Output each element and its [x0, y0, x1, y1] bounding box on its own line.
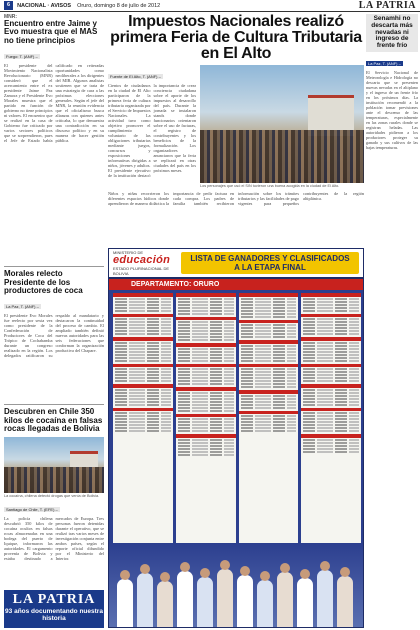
- story-kicker: MNR:: [4, 14, 18, 20]
- winners-block: [113, 314, 173, 336]
- main-headline[interactable]: Impuestos Nacionales realizó primera Feria de Cultura Tributaria en El Alto: [110, 13, 362, 62]
- main-story-top: [108, 65, 364, 183]
- education-contest-ad[interactable]: [108, 248, 364, 628]
- right-column: [366, 14, 418, 628]
- paper-logo: LA PATRIA: [358, 0, 416, 11]
- story-body: El presidente del Movimiento Nacionalista Revolucionario (MNR) consideró que el acercamiento entre el ex presidente Jaime Paz Zamora y el Presidente Evo Morales muestra que el partido en función de gobierno no tiene principios ni valores. El encuentro que se realizó en la casa de Gobierno fue criticado por varios sectores políticos que se sorprendieron, pues el Jefe de Estado había calificado en reiteradas oportunidades como neoliberales a los dirigentes del MIR. Algunos analistas sostienen que se trata de una estrategia de cara a las próximas elecciones generales. Según el jefe del MNR, la reunión evidencia que el oficialismo busca alianzas con quienes antes criticaba, lo que demuestra una contradicción en su discurso político y en su manera de hacer gestión pública.: [4, 63, 104, 144]
- story-byline: Fuego: T. (ANF) –: [6, 54, 38, 60]
- ministry-logo: MINISTERIO DE educación ESTADO PLURINACIONAL DE BOLIVIA: [113, 250, 171, 276]
- winners-block: [239, 320, 299, 339]
- house-ad[interactable]: [4, 590, 104, 628]
- winners-block: [301, 384, 361, 406]
- ad-tagline: 93 años documentando nuestra historia: [5, 608, 103, 622]
- contest-title: LISTA DE GANADORES Y CLASIFICADOS A LA ETAPA FINAL: [181, 252, 359, 274]
- divider: [4, 404, 104, 405]
- winners-block: [176, 317, 236, 342]
- winners-block: [176, 414, 236, 433]
- section-name: NACIONAL · AVISOS: [17, 2, 72, 9]
- winners-column: [176, 293, 236, 543]
- cocaine-photo: [4, 437, 104, 493]
- story-body: Cientos de ciudadanos en la ciudad de El Alto participaron de la primera feria de cultura tributaria organizada por el Servicio de Impuestos Nacionales. La actividad tuvo como objetivo promover el cumplimiento voluntario de las obligaciones tributarias mediante juegos, concursos y exposiciones informativas dirigidas a niños, jóvenes y adultos. El presidente ejecutivo de la institución destacó la importancia de crear conciencia ciudadana sobre el aporte de los impuestos al desarrollo del país. Durante la jornada se instalaron stands donde funcionarios orientaron sobre el uso de facturas, el registro de contribuyentes y los beneficios de la formalización. Los organizadores anunciaron que la feria se replicará en otras ciudades del país en los próximos meses.: [108, 83, 196, 178]
- winners-block: [239, 390, 299, 409]
- winners-block: [176, 364, 236, 386]
- story-headline[interactable]: Encuentro entre Jaime y Evo muestra que el MAS no tiene principios: [4, 19, 98, 45]
- issue-date: Oruro, domingo 8 de julio de 2012: [77, 2, 161, 9]
- winners-list: [113, 293, 361, 543]
- story-body-continued: Niños y niñas recorrieron los diferentes espacios lúdicos donde aprendieron de manera didáctica la importancia de pedir factura en cada compra. Los padres de familia también recibieron información sobre los trámites tributarios y las facilidades de pago vigentes para pequeños contribuyentes de la región altiplánica.: [108, 190, 364, 206]
- story-headline[interactable]: Senamhi no descarta más nevadas ni ingreso de frente frío: [371, 15, 413, 50]
- winners-block: [301, 314, 361, 336]
- feria-photo: [200, 65, 364, 183]
- winners-block: [239, 411, 299, 433]
- photo-caption: La cocaína, chilena detectó drogas que venía de Bolivia.: [4, 493, 100, 498]
- center-column: [108, 14, 364, 628]
- winners-column: [113, 293, 173, 543]
- winners-block: [113, 384, 173, 406]
- winners-block: [113, 364, 173, 383]
- ad-logo: LA PATRIA: [12, 592, 96, 607]
- page-number: 6: [4, 1, 13, 10]
- winners-block: [239, 364, 299, 389]
- story-byline: La Paz, T. (ANF) –: [6, 304, 39, 310]
- winners-block: [176, 343, 236, 362]
- department-banner: DEPARTAMENTO: ORURO: [109, 279, 363, 290]
- story-chile: [4, 408, 104, 594]
- story-byline: La Paz, T. (ANF) –: [368, 61, 401, 67]
- story-byline: Fuente de El Alto, T. (ANF) –: [110, 74, 161, 79]
- divider: [4, 266, 104, 267]
- story-headline[interactable]: Descubren en Chile 350 kilos de cocaína en falsas rocas llegadas de Bolivia: [4, 407, 103, 434]
- story-headline[interactable]: Morales relecto Presidente de los productores de coca: [4, 269, 83, 295]
- winners-block: [239, 340, 299, 362]
- left-column: [4, 14, 104, 628]
- story-byline: Santiago de Chile, T. (EFE) –: [6, 507, 58, 513]
- winners-block: [176, 387, 236, 412]
- page-header: [0, 0, 420, 12]
- winners-block: [176, 434, 236, 456]
- students-image: [109, 543, 363, 627]
- winners-block: [113, 337, 173, 362]
- winners-block: [176, 293, 236, 315]
- winners-column: [239, 293, 299, 543]
- story-body: El Servicio Nacional de Meteorología e Hidrología no descarta que se presenten nuevas nevadas en el altiplano y el ingreso de un frente frío en los próximos días. La institución recomendó a la población tomar previsiones ante el descenso de las temperaturas, especialmente en las zonas rurales donde se registran heladas. Las autoridades pidieron a los productores proteger su ganado y sus cultivos de las bajas temperaturas.: [366, 70, 418, 151]
- winners-block: [301, 293, 361, 312]
- weather-story-headline-box: [366, 14, 418, 52]
- story-coca: [4, 270, 104, 401]
- story-body: El presidente Evo Morales fue reelecto por sexta vez como presidente de la Confederación de Productores de Coca del Trópico de Cochabamba durante un congreso realizado en la región. Los delegados ratificaron su respaldo al mandatario y destacaron la continuidad del proceso de cambio. El ampliado también definió nuevas autoridades para las seis federaciones que conforman la organización productiva del Chapare.: [4, 313, 104, 359]
- winners-block: [113, 293, 173, 312]
- winners-block: [239, 293, 299, 318]
- winners-block: [301, 337, 361, 362]
- winners-block: [301, 364, 361, 383]
- contest-header: [109, 249, 363, 279]
- photo-caption: Los personajes que usó el SIN tuvieron una buena acogida en la ciudad de El Alto.: [200, 184, 340, 188]
- story-body: La policía chilena descubrió 350 kilos de cocaína ocultos en falsas rocas almacenadas en una bodega del puerto de Iquique, informaron las autoridades. El cargamento provenía de Bolivia y estaba destinado a mercados de Europa. Tres personas fueron detenidas durante el operativo, que se realizó tras varios meses de investigación conjunta entre ambos países, según el reporte oficial difundido por el Ministerio del Interior.: [4, 516, 104, 562]
- winners-column: [301, 293, 361, 543]
- winners-block: [301, 434, 361, 453]
- winners-block: [113, 408, 173, 433]
- story-mnr: [4, 14, 104, 263]
- winners-block: [301, 408, 361, 433]
